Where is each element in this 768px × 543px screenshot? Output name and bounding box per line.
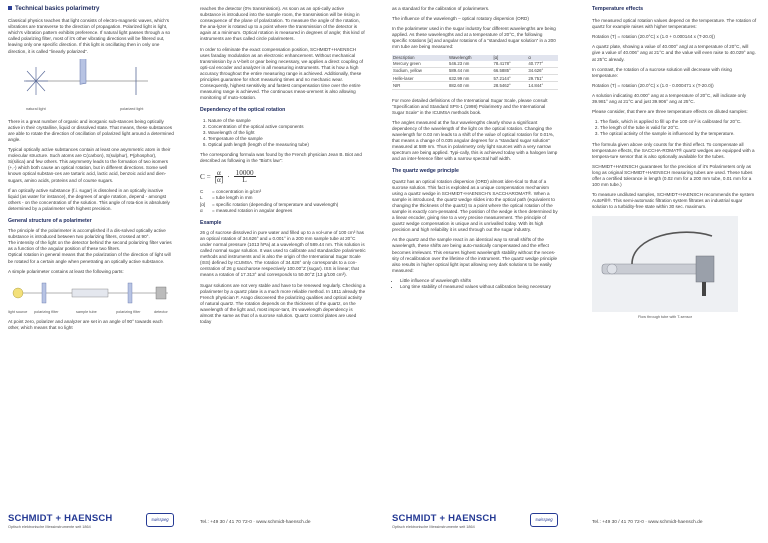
subheading: The quartz wedge principle [392, 168, 459, 175]
list-item: 3. Wavelength of the light [208, 130, 366, 136]
polarimeter-diagram [8, 279, 174, 309]
paragraph: In the polarimeter used in the sugar industry four different wavelengths are being applied. As these wavelengths and at a temperature of 20°C, the following specific rotations [α] and angular rotations of a “standard sugar solution” in a 200 mm tube are being measured: [392, 26, 556, 50]
brand-tagline: Optisch elektronische Messinstrumente seit 1864 [392, 525, 475, 529]
brand [8, 513, 112, 529]
subheading: Dependency of the optical rotation [200, 107, 286, 114]
part-label: polarizing filter [34, 309, 59, 314]
paragraph: For more detailed definitions of the International Sugar Scale, please consult “Specification and Standard SPS-1 (1998) Polarimetry and the International Sugar Scale” in the ICUMSA methods book. [392, 97, 548, 115]
contact-info[interactable]: Tel.: +49 30 / 41 70 72-0 · www.schmidt-haensch.de [592, 520, 703, 525]
polarization-diagram [8, 59, 174, 107]
list-item: • Long time stability of measured values without calibration being necessary [400, 284, 558, 290]
swiss-logo-icon: swisspeg [530, 513, 558, 527]
formula: Rotation (T) = rotation (20.0°C) x (1.0 + 0.000144 x (T-20.0)) [592, 34, 715, 40]
paragraph: In order to eliminate the exact compensation position, SCHMIDT+HAENSCH uses faraday modulation as an electronic enhancement. Without mechanical transmission by a V-belt or gear being necessary, we applies a direct coupling of opti-cal encoder and analyzer in all measuring instruments. That is how a high accuracy throughout the entire measuring range is achieved. Additionally, these principles guarantee for short measuring times and no mechanic wear. Consequently, highest sensitivity and fastest compensation time over the entire measuring range is achieved. The continuous meas-urement is also allowing monitoring of muto-rotation. [200, 46, 364, 101]
detector-icon [156, 287, 166, 299]
bullet-list [392, 278, 558, 290]
brand-name: SCHMIDT + HAENSCH [8, 513, 113, 524]
flow-tube-image [592, 216, 738, 312]
swiss-logo-icon: swisspeg [146, 513, 174, 527]
brand [392, 513, 496, 529]
paragraph: Classical physics teaches that light consists of electro-magnetic waves, which’s vibrations are transverse to the direction of propagation. Polarized light is light, which’s vibration pattern exhibits preference. If natural light passes through a so called polarizing filter, most of it’s other vibrating directions will be filtered out, leaving only one specific direction. If this light is oscillating then in only one direction, it is called “linearly polarized”. [8, 18, 171, 54]
paragraph: Quartz has an optical rotation dispersion (ORD) almost iden-tical to that of a sucrose solution. This fact is exploited as a unique compensation mechanism using a quartz wedge in SCHMIDT+HAENSCH’s SACCHAROMAT®. When a sample is introduced, the quartz wedge slides into the optical path (equivalent to changing the thickness of the quartz) to a point where the optical rotation of the sample is exactly com-pensated. The position of the wedge is then determined by a linear encoder, giving rise to a very precise measurement. The principle of quartz wedge compensation is unique and is unrivalled today. With its high precision and high reliability it is used through out the sugar industry. [392, 178, 558, 233]
paragraph: If an optically active substance (f.i. sugar) is dissolved in an optically inactive liquid (as water for instance), the degrees of angle rotation, depend - amongst others - on the concentration of the solution. This angle of rota-tion is absolutely determined by a polarimeter with highest precision. [8, 187, 170, 211]
paragraph: There is a great number of organic and inorganic sub-stances being optically active in their crystalline, liquid or dissolved state. That means, these substances are able to rotate the direction of oscillation of polarized light around a determined angle. [8, 118, 174, 142]
flow-tube-photo [592, 216, 738, 312]
column-1 [8, 6, 174, 335]
paragraph: 26 g of sucrose dissolved in pure water and filled up to a vol-ume of 100 cm³ has an optical rotation of 34.626° and ± 0.001° in a 200 mm sample tube at 20°C under normal pressure (1013 hPa) at a wavelength of 589.44 nm. This solution is called normal sugar solution. It was used to calibrate and standardize polarimetric methods and instruments and is also the origin of the International Sugar Scale (ISS) defined by ICUMSA. The rotation of 34.626° only corresponds to a con-centration of 26 g saccharose respectively 100.00°Z (sugar). ISS is linear; that means a rotation of 17.313° and corresponds to 50.00°Z (13 g/100 cm³). [200, 229, 366, 278]
column-3 [392, 6, 558, 294]
part-label: detector [154, 309, 168, 314]
paragraph: The intensity of the light on the detector behind the second polarizing filter varies as a function of the angular position of these two filters. [8, 240, 172, 252]
table-row: Helle-laser 632.99 nm 57.2144° 29.751° [392, 75, 558, 82]
dependency-list [200, 118, 366, 148]
natural-light-label: natural light [26, 106, 46, 111]
effects-list [592, 119, 758, 137]
biot-formula: C = $\frac{\alpha}{[\alpha]}$ · $\frac{10000}{L}$ [200, 169, 254, 185]
footer [0, 513, 384, 537]
list-item: • Little influence of wavelength shifts [400, 278, 558, 284]
paragraph: The principle of the polarimeter is accomplished if a dis-solved optically active substance is introduced between two polarizing filters, crossed at 90°. [8, 228, 166, 240]
bullet-square-icon [8, 6, 12, 10]
list-item: 5. Optical path length (length of the measuring tube) [208, 142, 366, 148]
polarizing-filter-icon [42, 283, 46, 303]
paragraph: Optical rotation in general means that the polarization of the direction of light will be rotated for a certain angle when penetrating an optically active substance. [8, 252, 171, 264]
polarimeter-parts-figure [8, 279, 174, 319]
paragraph: A simple polarimeter contains at least the following parts: [8, 268, 124, 274]
paragraph: The angles measured at the four wavelengths clearly show a significant dependency of the wavelength of the light on the optical rotation. Changing the wavelength for 0.03 nm leads to a shift of the value of optical rotation for 0.01%, that means a change of 0.035 angular degrees for a “standard sugar solution” measured at 589 nm. Thus in polarimetry only light sources with a very narrow spectrum are being applied. Typi-cally, this is achieved today with a halogen lamp and an inter-ference filter with a narrow spectral half width. [392, 119, 558, 162]
table-row: Mercury green 546.23 nm 78.4178° 40.777° [392, 61, 558, 68]
formula: Rotation (T) = rotation (20.0°C) x (1.0 - 0.000471 x (T-20.0)) [592, 82, 714, 88]
subheading: General structure of a polarimeter [8, 217, 92, 224]
list-item: 2. Concentration of the optical active components [208, 124, 366, 130]
paragraph: A quartz plate, showing a value of 40.000° angl at a temperature of 20°C, will give a value of 40.006° ang at 21°C and the value will even raise to 40.029° ang. at 25°C already. [592, 44, 756, 62]
paragraph: reaches the detector (0% transmission). As soon as an opti-cally active substance is introduced into the sample room, the transmission will be rising in consequence of the plane of polarization. To measure the angle of the rotation, the ana-lyzer is rotated up to a point where the transmission of the detector is again at a minimum. Optical rotation is measured in degrees of angle; this kind of instruments are thus called circle polarimeters. [200, 6, 365, 42]
paragraph: A solution indicating 40.000° ang at a temperature of 20°C, will indicate only 39.981° ang at 21°C and just 39.906° ang at 25°C. [592, 92, 747, 105]
column-2 [200, 6, 366, 329]
paragraph: To measure undiluted samples, SCHMIDT+HAENSCH recommends the system AutoFill®. This semi-automatic filtration system filtrates an industrial sugar solution to a turbidity-free state within 30 sec. maximum. [592, 192, 755, 210]
polarization-figure [8, 59, 174, 115]
polarizing-filter-icon [80, 59, 86, 84]
formula-legend: C = concentration in g/cm³ L = tube length in mm [α] = specific rotation (depending of temperature and wavelength) α = measured rotation in angular degrees [200, 189, 339, 213]
part-label: light source [8, 309, 28, 314]
column-4 [592, 6, 758, 321]
polarizing-filter-icon [128, 283, 132, 303]
right-page [384, 0, 768, 543]
table-row: Sodium, yellow 589.44 nm 66.5885° 34.626° [392, 67, 558, 74]
list-item: 3. The optical activity of the sample is influenced by the temperature. [600, 131, 758, 137]
subheading: Example [200, 219, 222, 226]
paragraph: Please consider, that there are three temperature effects on diluted samples: [592, 109, 748, 115]
list-item: 2. The length of the tube is valid for 20°C. [600, 125, 758, 131]
light-source-icon [13, 288, 23, 298]
polarized-light-label: polarized light [120, 106, 144, 111]
brand-tagline: Optisch elektronische Messinstrumente seit 1864 [8, 525, 91, 529]
section-title: Temperature effects [592, 6, 644, 12]
paragraph: The formula given above only counts for the third effect. To compensate all temperature effects, the SACCHA-ROMAT® quartz wedges are equipped with a tempera-ture sensor that is also optionally available for the tubes. [592, 141, 755, 159]
list-item: 1. The flask, which is applied to fill up the 100 cm³ is calibrated for 20°C. [600, 119, 758, 125]
part-label: polarizing filter [116, 309, 141, 314]
paragraph: As the quartz and the sample react in an identical way to small shifts of the wavelength, these shifts are being auto-matically compensated and the effect becomes irrelevant. This ensures highest wavelength stability without the neces-sity of recalibration over the lifetime of the instrument. The quartz wedge principle also results in higher optical light input allowing very dark solutions to be easily measured: [392, 237, 558, 273]
paragraph: as a standard for the calibration of polarimeters. [392, 6, 490, 11]
photo-caption: Flow through tube with T-sensor [638, 315, 692, 320]
wavelength-table [392, 55, 558, 90]
paragraph: The influence of the wavelength – optical rotatory dispersion (ORD) [392, 16, 529, 22]
table-header-row: Description Wavelength [α] α [392, 55, 558, 61]
section-title: Technical basics polarimetry [8, 6, 174, 12]
paragraph: Sugar solutions are not very stable and have to be renewed regularly. Checking a polarimeter by a quartz plate is a much more reliable method. In 1811 already the French physician F. Arago discovered the polarizing qualities and optical activity of natural quartz. The rotation depends on the thickness of the quartz, on the wavelength of the light and, most impor-tant, it’s wavelength dependency is almost the same as that of a sucrose solution. Quartz control plates are used today [200, 282, 366, 325]
paragraph: The corresponding formula was found by the French physician Jean B. Biot and described as following in the “Biot’s law”: [200, 151, 362, 164]
part-label: sample tube [76, 309, 97, 314]
paragraph: The measured optical rotation values depend on the temperature. The rotation of quartz for example raises with higher temperatures: [592, 18, 757, 30]
paragraph: In contrast, the rotation of a sucrose solution will decrease with rising temperature: [592, 66, 732, 78]
paragraph: Typical optically active substances contain at least one asymmetric atom in their molecular structure. Such atoms are C(carbon), S(sulphur), P(phosphor), Si(silica) and few others. This asymmetry leads to the formation of two isomers (+,-) which both cause an optical rotation, but in different directions. Some well known optical substan-ces are tartaric acid, lactic acid, benzoic acid and dien-sugars, amino acids, proteins and of course sugars. [8, 147, 171, 183]
paragraph: At point zero, polarizer and analyzer are set in an angle of 90° towards each other, which means that no light [8, 318, 163, 330]
brand-name: SCHMIDT + HAENSCH [392, 513, 497, 524]
paragraph: SCHMIDT+HAENSCH guarantees for the precision of it’s Polarimeters only as long as original SCHMIDT+HAENSCH measuring tubes are used. These tubes offer a certified tolerance in length (0.02 mm for a 200 mm tube, 0.01 mm for a 100 mm tube.) [592, 163, 753, 188]
natural-light-icon [24, 67, 48, 95]
contact-info[interactable]: Tel.: +49 30 / 41 70 72-0 · www.schmidt-haensch.de [200, 520, 311, 525]
list-item: 1. Nature of the sample [208, 118, 366, 124]
list-item: 4. Temperature of the sample [208, 136, 366, 142]
footer [384, 513, 768, 537]
sample-tube-icon [72, 289, 108, 297]
table-row: NIR 882.60 nm 28.5462° 14.844° [392, 82, 558, 89]
